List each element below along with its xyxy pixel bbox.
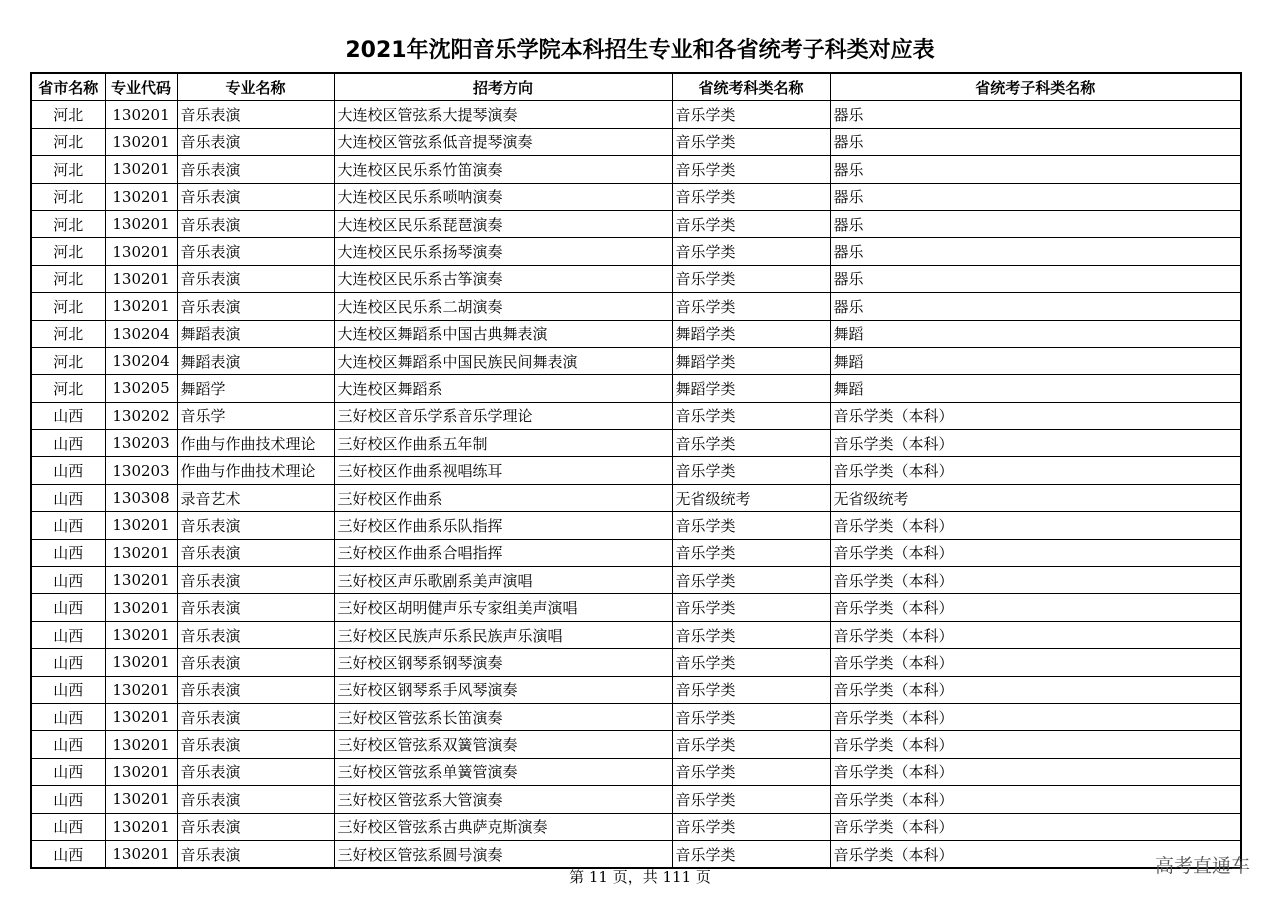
cell-direction: 三好校区管弦系长笛演奏 <box>334 703 672 730</box>
cell-major-name: 音乐表演 <box>177 649 334 676</box>
cell-major-code: 130201 <box>105 731 177 758</box>
cell-major-name: 作曲与作曲技术理论 <box>177 457 334 484</box>
table-row <box>31 567 1241 594</box>
table-row <box>31 347 1241 374</box>
cell-major-code: 130201 <box>105 621 177 648</box>
cell-major-name: 音乐表演 <box>177 512 334 539</box>
table-row <box>31 430 1241 457</box>
cell-category: 音乐学类 <box>672 156 830 183</box>
cell-direction: 大连校区民乐系二胡演奏 <box>334 293 672 320</box>
cell-direction: 三好校区管弦系单簧管演奏 <box>334 758 672 785</box>
cell-province: 山西 <box>31 621 105 648</box>
cell-province: 河北 <box>31 238 105 265</box>
table-row <box>31 210 1241 237</box>
cell-major-name: 音乐表演 <box>177 758 334 785</box>
cell-major-code: 130308 <box>105 484 177 511</box>
cell-major-code: 130201 <box>105 183 177 210</box>
cell-province: 山西 <box>31 676 105 703</box>
cell-subcategory: 音乐学类（本科） <box>830 703 1241 730</box>
cell-major-code: 130201 <box>105 128 177 155</box>
cell-subcategory: 音乐学类（本科） <box>830 512 1241 539</box>
cell-direction: 三好校区作曲系 <box>334 484 672 511</box>
table-row <box>31 156 1241 183</box>
cell-major-name: 作曲与作曲技术理论 <box>177 430 334 457</box>
cell-major-name: 音乐表演 <box>177 156 334 183</box>
cell-direction: 大连校区舞蹈系 <box>334 375 672 402</box>
cell-subcategory: 舞蹈 <box>830 347 1241 374</box>
cell-major-name: 音乐学 <box>177 402 334 429</box>
cell-province: 山西 <box>31 649 105 676</box>
header-major-code: 专业代码 <box>105 73 177 101</box>
cell-category: 音乐学类 <box>672 539 830 566</box>
cell-major-name: 舞蹈表演 <box>177 347 334 374</box>
cell-category: 音乐学类 <box>672 758 830 785</box>
cell-major-code: 130201 <box>105 703 177 730</box>
table-body <box>31 101 1241 868</box>
table-row <box>31 703 1241 730</box>
cell-subcategory: 器乐 <box>830 156 1241 183</box>
cell-province: 山西 <box>31 457 105 484</box>
cell-category: 音乐学类 <box>672 402 830 429</box>
cell-major-code: 130205 <box>105 375 177 402</box>
cell-major-name: 音乐表演 <box>177 621 334 648</box>
cell-province: 山西 <box>31 512 105 539</box>
cell-major-name: 音乐表演 <box>177 676 334 703</box>
cell-province: 河北 <box>31 156 105 183</box>
cell-province: 山西 <box>31 731 105 758</box>
table-row <box>31 402 1241 429</box>
cell-subcategory: 器乐 <box>830 128 1241 155</box>
cell-major-name: 音乐表演 <box>177 265 334 292</box>
cell-subcategory: 音乐学类（本科） <box>830 649 1241 676</box>
cell-major-code: 130204 <box>105 320 177 347</box>
cell-subcategory: 音乐学类（本科） <box>830 813 1241 840</box>
cell-subcategory: 音乐学类（本科） <box>830 621 1241 648</box>
cell-category: 音乐学类 <box>672 101 830 128</box>
cell-province: 河北 <box>31 293 105 320</box>
watermark: 高考直通车 <box>1154 855 1250 877</box>
cell-subcategory: 器乐 <box>830 210 1241 237</box>
cell-subcategory: 舞蹈 <box>830 320 1241 347</box>
cell-direction: 大连校区民乐系古筝演奏 <box>334 265 672 292</box>
cell-major-code: 130201 <box>105 594 177 621</box>
cell-major-code: 130201 <box>105 101 177 128</box>
cell-major-name: 录音艺术 <box>177 484 334 511</box>
cell-subcategory: 音乐学类（本科） <box>830 731 1241 758</box>
cell-major-code: 130201 <box>105 649 177 676</box>
cell-major-code: 130203 <box>105 430 177 457</box>
cell-direction: 三好校区声乐歌剧系美声演唱 <box>334 567 672 594</box>
cell-direction: 大连校区管弦系低音提琴演奏 <box>334 128 672 155</box>
cell-direction: 三好校区钢琴系手风琴演奏 <box>334 676 672 703</box>
table-row <box>31 840 1241 868</box>
cell-major-code: 130204 <box>105 347 177 374</box>
cell-province: 山西 <box>31 758 105 785</box>
cell-major-code: 130201 <box>105 676 177 703</box>
cell-subcategory: 音乐学类（本科） <box>830 594 1241 621</box>
cell-subcategory: 音乐学类（本科） <box>830 840 1241 868</box>
cell-major-name: 音乐表演 <box>177 703 334 730</box>
cell-category: 音乐学类 <box>672 703 830 730</box>
cell-category: 音乐学类 <box>672 293 830 320</box>
cell-direction: 大连校区舞蹈系中国民族民间舞表演 <box>334 347 672 374</box>
cell-province: 河北 <box>31 265 105 292</box>
table-row <box>31 731 1241 758</box>
cell-direction: 三好校区作曲系合唱指挥 <box>334 539 672 566</box>
cell-major-name: 音乐表演 <box>177 840 334 868</box>
cell-subcategory: 音乐学类（本科） <box>830 457 1241 484</box>
cell-subcategory: 音乐学类（本科） <box>830 430 1241 457</box>
cell-major-name: 音乐表演 <box>177 128 334 155</box>
cell-major-code: 130201 <box>105 512 177 539</box>
cell-subcategory: 器乐 <box>830 238 1241 265</box>
cell-category: 音乐学类 <box>672 731 830 758</box>
cell-subcategory: 器乐 <box>830 183 1241 210</box>
table-row <box>31 183 1241 210</box>
cell-direction: 三好校区音乐学系音乐学理论 <box>334 402 672 429</box>
cell-direction: 大连校区舞蹈系中国古典舞表演 <box>334 320 672 347</box>
table-row <box>31 786 1241 813</box>
cell-direction: 三好校区管弦系大管演奏 <box>334 786 672 813</box>
table-row <box>31 621 1241 648</box>
cell-category: 音乐学类 <box>672 238 830 265</box>
table-row <box>31 375 1241 402</box>
cell-major-code: 130201 <box>105 238 177 265</box>
cell-province: 山西 <box>31 703 105 730</box>
cell-category: 音乐学类 <box>672 621 830 648</box>
cell-major-name: 音乐表演 <box>177 293 334 320</box>
cell-province: 河北 <box>31 128 105 155</box>
cell-major-name: 音乐表演 <box>177 567 334 594</box>
cell-province: 山西 <box>31 430 105 457</box>
cell-major-code: 130201 <box>105 567 177 594</box>
cell-province: 山西 <box>31 813 105 840</box>
header-subcategory: 省统考子科类名称 <box>830 73 1241 101</box>
cell-major-name: 舞蹈学 <box>177 375 334 402</box>
cell-category: 音乐学类 <box>672 128 830 155</box>
cell-category: 音乐学类 <box>672 594 830 621</box>
table-row <box>31 539 1241 566</box>
table-row <box>31 101 1241 128</box>
cell-direction: 三好校区作曲系视唱练耳 <box>334 457 672 484</box>
cell-direction: 大连校区民乐系琵琶演奏 <box>334 210 672 237</box>
cell-province: 河北 <box>31 183 105 210</box>
cell-direction: 三好校区钢琴系钢琴演奏 <box>334 649 672 676</box>
cell-major-code: 130201 <box>105 813 177 840</box>
cell-major-name: 音乐表演 <box>177 813 334 840</box>
cell-direction: 三好校区胡明健声乐专家组美声演唱 <box>334 594 672 621</box>
header-major-name: 专业名称 <box>177 73 334 101</box>
cell-major-name: 音乐表演 <box>177 210 334 237</box>
cell-province: 河北 <box>31 375 105 402</box>
cell-subcategory: 音乐学类（本科） <box>830 758 1241 785</box>
table-row <box>31 813 1241 840</box>
cell-subcategory: 器乐 <box>830 265 1241 292</box>
header-province: 省市名称 <box>31 73 105 101</box>
cell-province: 河北 <box>31 210 105 237</box>
cell-subcategory: 音乐学类（本科） <box>830 567 1241 594</box>
cell-province: 河北 <box>31 320 105 347</box>
header-category: 省统考科类名称 <box>672 73 830 101</box>
cell-category: 音乐学类 <box>672 649 830 676</box>
cell-direction: 三好校区管弦系古典萨克斯演奏 <box>334 813 672 840</box>
cell-major-code: 130201 <box>105 539 177 566</box>
table-row <box>31 594 1241 621</box>
cell-major-code: 130201 <box>105 210 177 237</box>
page-title: 2021年沈阳音乐学院本科招生专业和各省统考子科类对应表 <box>345 38 935 63</box>
cell-province: 山西 <box>31 484 105 511</box>
table-row <box>31 758 1241 785</box>
admissions-table <box>30 72 1242 869</box>
cell-direction: 大连校区民乐系唢呐演奏 <box>334 183 672 210</box>
cell-province: 山西 <box>31 840 105 868</box>
cell-direction: 大连校区民乐系竹笛演奏 <box>334 156 672 183</box>
table-header-row <box>31 73 1241 101</box>
cell-category: 音乐学类 <box>672 813 830 840</box>
cell-direction: 三好校区管弦系圆号演奏 <box>334 840 672 868</box>
cell-major-name: 音乐表演 <box>177 539 334 566</box>
cell-category: 音乐学类 <box>672 676 830 703</box>
cell-major-code: 130201 <box>105 758 177 785</box>
cell-province: 山西 <box>31 594 105 621</box>
page-number: 第 11 页，共 111 页 <box>569 868 711 886</box>
table-row <box>31 512 1241 539</box>
cell-category: 无省级统考 <box>672 484 830 511</box>
cell-category: 音乐学类 <box>672 183 830 210</box>
cell-major-name: 音乐表演 <box>177 101 334 128</box>
cell-direction: 三好校区管弦系双簧管演奏 <box>334 731 672 758</box>
cell-direction: 三好校区作曲系乐队指挥 <box>334 512 672 539</box>
table-row <box>31 320 1241 347</box>
header-direction: 招考方向 <box>334 73 672 101</box>
cell-category: 舞蹈学类 <box>672 320 830 347</box>
cell-subcategory: 音乐学类（本科） <box>830 786 1241 813</box>
cell-province: 山西 <box>31 567 105 594</box>
cell-subcategory: 器乐 <box>830 293 1241 320</box>
cell-province: 河北 <box>31 101 105 128</box>
cell-major-code: 130201 <box>105 265 177 292</box>
table-row <box>31 457 1241 484</box>
cell-subcategory: 音乐学类（本科） <box>830 402 1241 429</box>
cell-major-name: 音乐表演 <box>177 183 334 210</box>
cell-category: 音乐学类 <box>672 786 830 813</box>
cell-major-code: 130203 <box>105 457 177 484</box>
cell-category: 音乐学类 <box>672 457 830 484</box>
cell-subcategory: 舞蹈 <box>830 375 1241 402</box>
cell-subcategory: 器乐 <box>830 101 1241 128</box>
cell-category: 音乐学类 <box>672 512 830 539</box>
cell-category: 舞蹈学类 <box>672 375 830 402</box>
cell-province: 山西 <box>31 402 105 429</box>
table-row <box>31 265 1241 292</box>
cell-direction: 三好校区民族声乐系民族声乐演唱 <box>334 621 672 648</box>
cell-major-code: 130201 <box>105 293 177 320</box>
cell-province: 河北 <box>31 347 105 374</box>
cell-province: 山西 <box>31 539 105 566</box>
cell-category: 音乐学类 <box>672 210 830 237</box>
table-row <box>31 649 1241 676</box>
table-row <box>31 484 1241 511</box>
cell-subcategory: 音乐学类（本科） <box>830 539 1241 566</box>
cell-direction: 大连校区民乐系扬琴演奏 <box>334 238 672 265</box>
cell-subcategory: 无省级统考 <box>830 484 1241 511</box>
table-row <box>31 293 1241 320</box>
cell-major-name: 音乐表演 <box>177 238 334 265</box>
cell-category: 舞蹈学类 <box>672 347 830 374</box>
cell-category: 音乐学类 <box>672 430 830 457</box>
cell-category: 音乐学类 <box>672 840 830 868</box>
table-row <box>31 238 1241 265</box>
table-row <box>31 676 1241 703</box>
cell-major-name: 舞蹈表演 <box>177 320 334 347</box>
cell-direction: 大连校区管弦系大提琴演奏 <box>334 101 672 128</box>
cell-category: 音乐学类 <box>672 567 830 594</box>
cell-major-name: 音乐表演 <box>177 731 334 758</box>
cell-major-code: 130201 <box>105 786 177 813</box>
cell-province: 山西 <box>31 786 105 813</box>
cell-subcategory: 音乐学类（本科） <box>830 676 1241 703</box>
table-row <box>31 128 1241 155</box>
cell-direction: 三好校区作曲系五年制 <box>334 430 672 457</box>
cell-major-code: 130202 <box>105 402 177 429</box>
cell-major-code: 130201 <box>105 156 177 183</box>
cell-major-name: 音乐表演 <box>177 786 334 813</box>
cell-category: 音乐学类 <box>672 265 830 292</box>
cell-major-code: 130201 <box>105 840 177 868</box>
cell-major-name: 音乐表演 <box>177 594 334 621</box>
